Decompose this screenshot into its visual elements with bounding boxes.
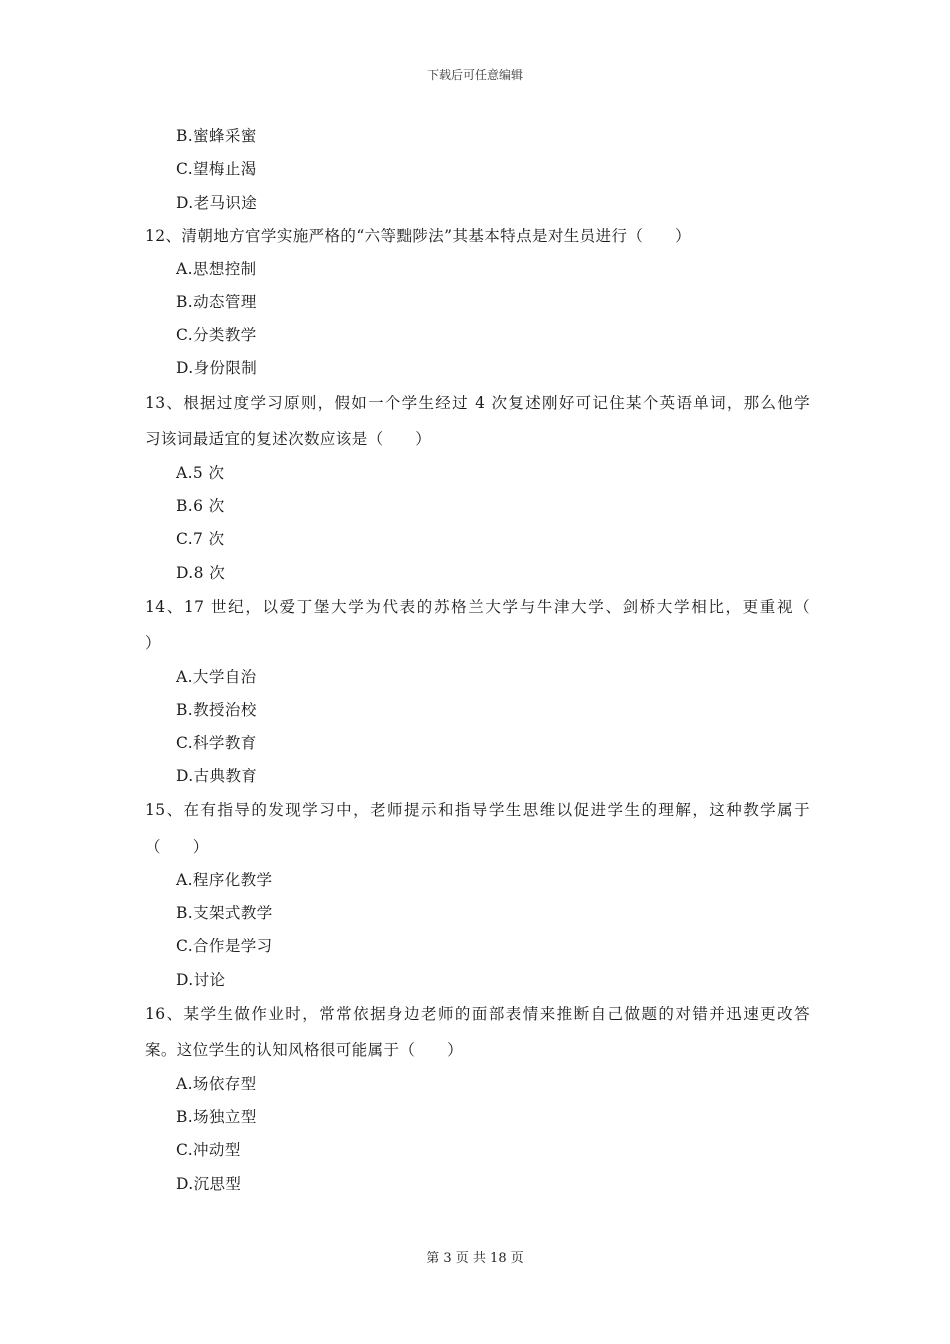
question-13-stem-line1: 13、根据过度学习原则，假如一个学生经过 4 次复述刚好可记住某个英语单词，那么他学 [145,394,810,412]
question-15-stem-line1: 15、在有指导的发现学习中，老师提示和指导学生思维以促进学生的理解，这种教学属于 [145,801,810,819]
option-q11-b: B.蜜蜂采蜜 [176,127,257,145]
option-q12-d: D.身份限制 [176,359,258,377]
option-q16-a: A.场依存型 [176,1075,257,1093]
page-footer: 第 3 页 共 18 页 [426,1251,524,1266]
question-12-stem: 12、清朝地方官学实施严格的“六等黜陟法”其基本特点是对生员进行（ ） [145,227,691,245]
question-14-stem-line1: 14、17 世纪，以爱丁堡大学为代表的苏格兰大学与牛津大学、剑桥大学相比，更重视（ [145,598,810,616]
option-q15-d: D.讨论 [176,971,226,989]
option-q15-a: A.程序化教学 [176,871,273,889]
option-q13-a: A.5 次 [176,464,225,482]
question-15-stem-line2: （ ） [145,838,209,856]
option-q15-c: C.合作是学习 [176,937,273,955]
question-14-stem-line2: ） [145,634,161,652]
option-q14-c: C.科学教育 [176,734,257,752]
option-q16-b: B.场独立型 [176,1108,257,1126]
option-q15-b: B.支架式教学 [176,904,273,922]
option-q11-c: C.望梅止渴 [176,160,257,178]
option-q11-d: D.老马识途 [176,194,258,212]
option-q13-d: D.8 次 [176,564,226,582]
option-q14-d: D.古典教育 [176,767,258,785]
question-13-stem-line2: 习该词最适宜的复述次数应该是（ ） [145,430,432,448]
page-header: 下载后可任意编辑 [426,68,523,82]
option-q16-d: D.沉思型 [176,1175,242,1193]
option-q12-a: A.思想控制 [176,260,257,278]
option-q14-b: B.教授治校 [176,701,257,719]
question-16-stem-line1: 16、某学生做作业时，常常依据身边老师的面部表情来推断自己做题的对错并迅速更改答 [145,1005,810,1023]
option-q12-b: B.动态管理 [176,293,257,311]
option-q16-c: C.冲动型 [176,1141,241,1159]
option-q13-b: B.6 次 [176,497,225,515]
option-q12-c: C.分类教学 [176,326,257,344]
option-q14-a: A.大学自治 [176,668,257,686]
option-q13-c: C.7 次 [176,530,225,548]
question-16-stem-line2: 案。这位学生的认知风格很可能属于（ ） [145,1041,464,1059]
